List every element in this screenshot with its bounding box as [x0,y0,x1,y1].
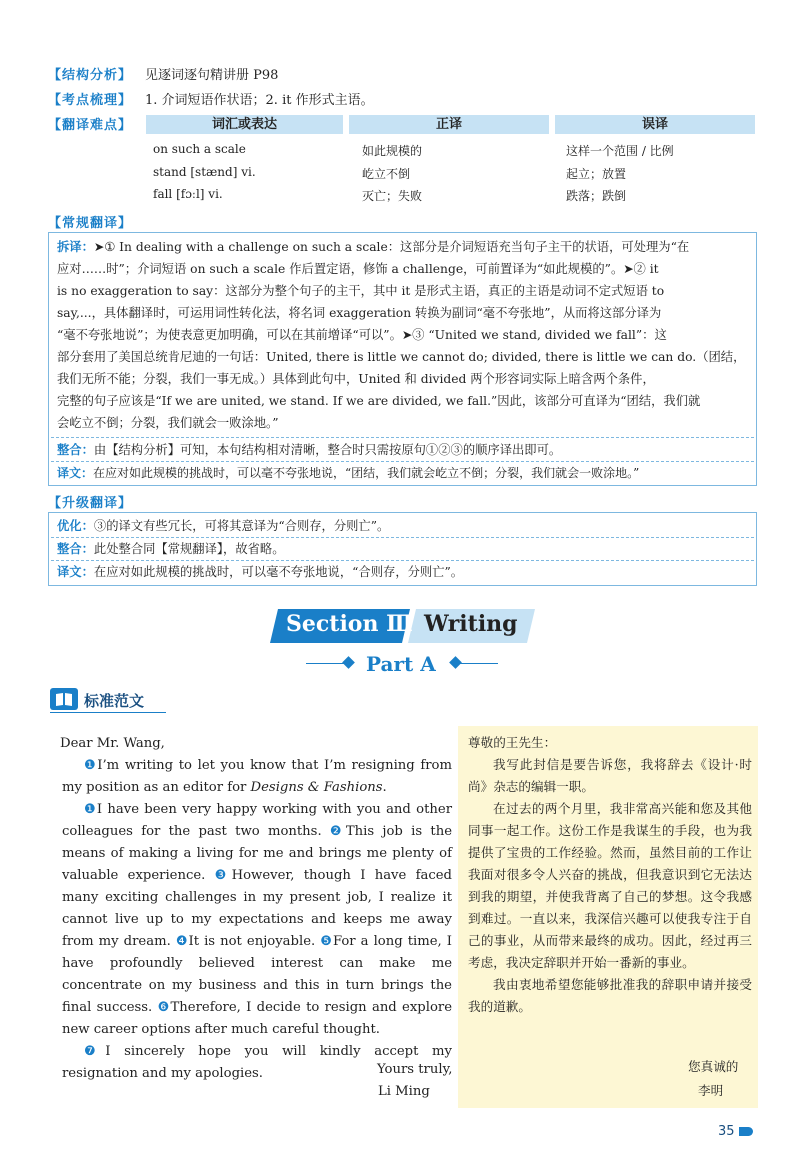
upgrade-translation: 译文：在应对如此规模的挑战时，可以毫不夸张地说，“合则存，分则亡”。 [57,565,464,579]
cn-signature: 李明 [698,1083,724,1098]
upgrade-label: 【升级翻译】 [48,496,133,511]
regular-line-6: 部分套用了美国总统肯尼迪的一句话：United, there is little we cannot do; divided, there is little we can do.（团结， [57,350,746,364]
structure-label: 【结构分析】 [48,68,133,83]
cn-paragraph: 我由衷地希望您能够批准我的辞职申请并接受我的道歉。 [468,977,752,1014]
regular-translation-box [48,232,757,486]
chinese-translation-note [458,726,758,1108]
page-arrow-icon [739,1127,753,1136]
regular-line-1: 拆译：➤① In dealing with a challenge on such a scale：这部分是介词短语充当句子主干的状语，可处理为“在 [57,240,690,254]
letter-paragraph: ❶I have been very happy working with you and other colleagues for the past two months. ❷This job is the means of making a living for me and brings me plenty of valuable experience. ❸However, though I have faced many exciting challenges in my present job, I realize it cannot live up to my expectations and keeps me away from my dream. ❹It is not enjoyable. ❺For a long time, I have profoundly believed interest can make me concentrate on my business and this in turn brings the final success. ❻Therefore, I decide to resign and explore new career options after much careful thought. [62,802,453,1037]
regular-line-7: 我们无所不能；分裂，我们一事无成。）具体到此句中，United 和 divided 两个形容词实际上暗含两个条件， [57,372,655,386]
part-rule-right [456,663,498,664]
regular-integrate: 整合：由【结构分析】可知，本句结构相对清晰，整合时只需按原句①②③的顺序译出即可。 [57,443,562,457]
model-essay-label: 标准范文 [84,692,145,710]
closing: Yours truly, [377,1062,453,1077]
table-cell-correct: 如此规模的 [362,144,423,158]
table-cell-correct: 屹立不倒 [362,167,411,181]
difficulty-label: 【翻译难点】 [48,118,133,133]
model-underline [50,712,166,713]
upgrade-translation-box [48,512,757,586]
table-cell-wrong: 跌落；跌倒 [566,189,627,203]
letter-paragraph: ❶I’m writing to let you know that I’m resigning from my position as an editor for Designs & Fashions. [62,758,452,795]
regular-line-8: 完整的句子应该是“If we are united, we stand. If we are divided, we fall.”因此，该部分可直译为“团结，我们就 [57,394,701,408]
table-cell-term: stand [stænd] vi. [153,165,256,179]
signature: Li Ming [378,1084,430,1099]
table-cell-wrong: 起立；放置 [566,167,627,181]
cn-closing: 您真诚的 [688,1059,739,1074]
divider [51,437,754,438]
letter-paragraph: ❼I sincerely hope you will kindly accept my resignation and my apologies. [62,1044,452,1081]
regular-line-9: 会屹立不倒；分裂，我们就会一败涂地。” [57,416,279,430]
table-cell-correct: 灭亡；失败 [362,189,423,203]
table-cell-term: on such a scale [153,142,246,156]
structure-text: 见逐词逐句精讲册 P98 [145,68,279,83]
points-text: 1. 介词短语作状语；2. it 作形式主语。 [145,93,374,108]
cn-salutation: 尊敬的王先生： [468,735,557,750]
upgrade-integrate: 整合：此处整合同【常规翻译】，故省略。 [57,542,285,556]
regular-line-4: say,...，具体翻译时，可运用词性转化法，将名词 exaggeration 转换为副词“毫不夸张地”，从而将这部分译为 [57,306,662,320]
table-cell-wrong: 这样一个范围 / 比例 [566,144,674,158]
chinese-letter [468,732,752,1018]
upgrade-optimize: 优化：③的译文有些冗长，可将其意译为“合则存，分则亡”。 [57,519,390,533]
english-letter [62,733,452,1085]
table-cell-term: fall [fɔːl] vi. [153,187,223,201]
regular-line-2: 应对……时”；介词短语 on such a scale 作后置定语，修饰 a challenge，可前置译为“如此规模的”。➤② it [57,262,659,276]
section-label: Section Ⅲ [286,611,413,637]
table-header-correct: 正译 [349,115,549,134]
part-label: Part A [366,652,436,676]
regular-line-5: “毫不夸张地说”；为使表意更加明确，可以在其前增译“可以”。➤③ “United we stand, divided we fall”：这 [57,328,667,342]
book-icon [50,688,78,710]
points-label: 【考点梳理】 [48,93,133,108]
split-label: 拆译： [57,240,94,254]
salutation: Dear Mr. Wang, [60,736,165,751]
cn-paragraph: 我写此封信是要告诉您，我将辞去《设计·时尚》杂志的编辑一职。 [468,757,752,794]
table-header-wrong: 误译 [555,115,755,134]
writing-label: Writing [424,611,518,637]
cn-paragraph: 在过去的两个月里，我非常高兴能和您及其他同事一起工作。这份工作是我谋生的手段，也为我提供了宝贵的工作经验。然而，虽然目前的工作让我面对很多令人兴奋的挑战，但我意识到它无法达到我的期望，并使我背离了自己的梦想。这令我感到难过。一直以来，我深信兴趣可以使我专注于自己的事业，从而带来最终的成功。因此，经过再三考虑，我决定辞职并开始一番新的事业。 [468,801,752,970]
diamond-icon [342,656,355,669]
page-number: 35 [718,1124,735,1139]
table-header-term: 词汇或表达 [146,115,343,134]
regular-translation: 译文：在应对如此规模的挑战时，可以毫不夸张地说，“团结，我们就会屹立不倒；分裂，我们就会一败涂地。” [57,466,640,480]
regular-line-3: is no exaggeration to say：这部分为整个句子的主干，其中 it 是形式主语，真正的主语是动词不定式短语 to [57,284,665,298]
regular-label: 【常规翻译】 [48,216,133,231]
